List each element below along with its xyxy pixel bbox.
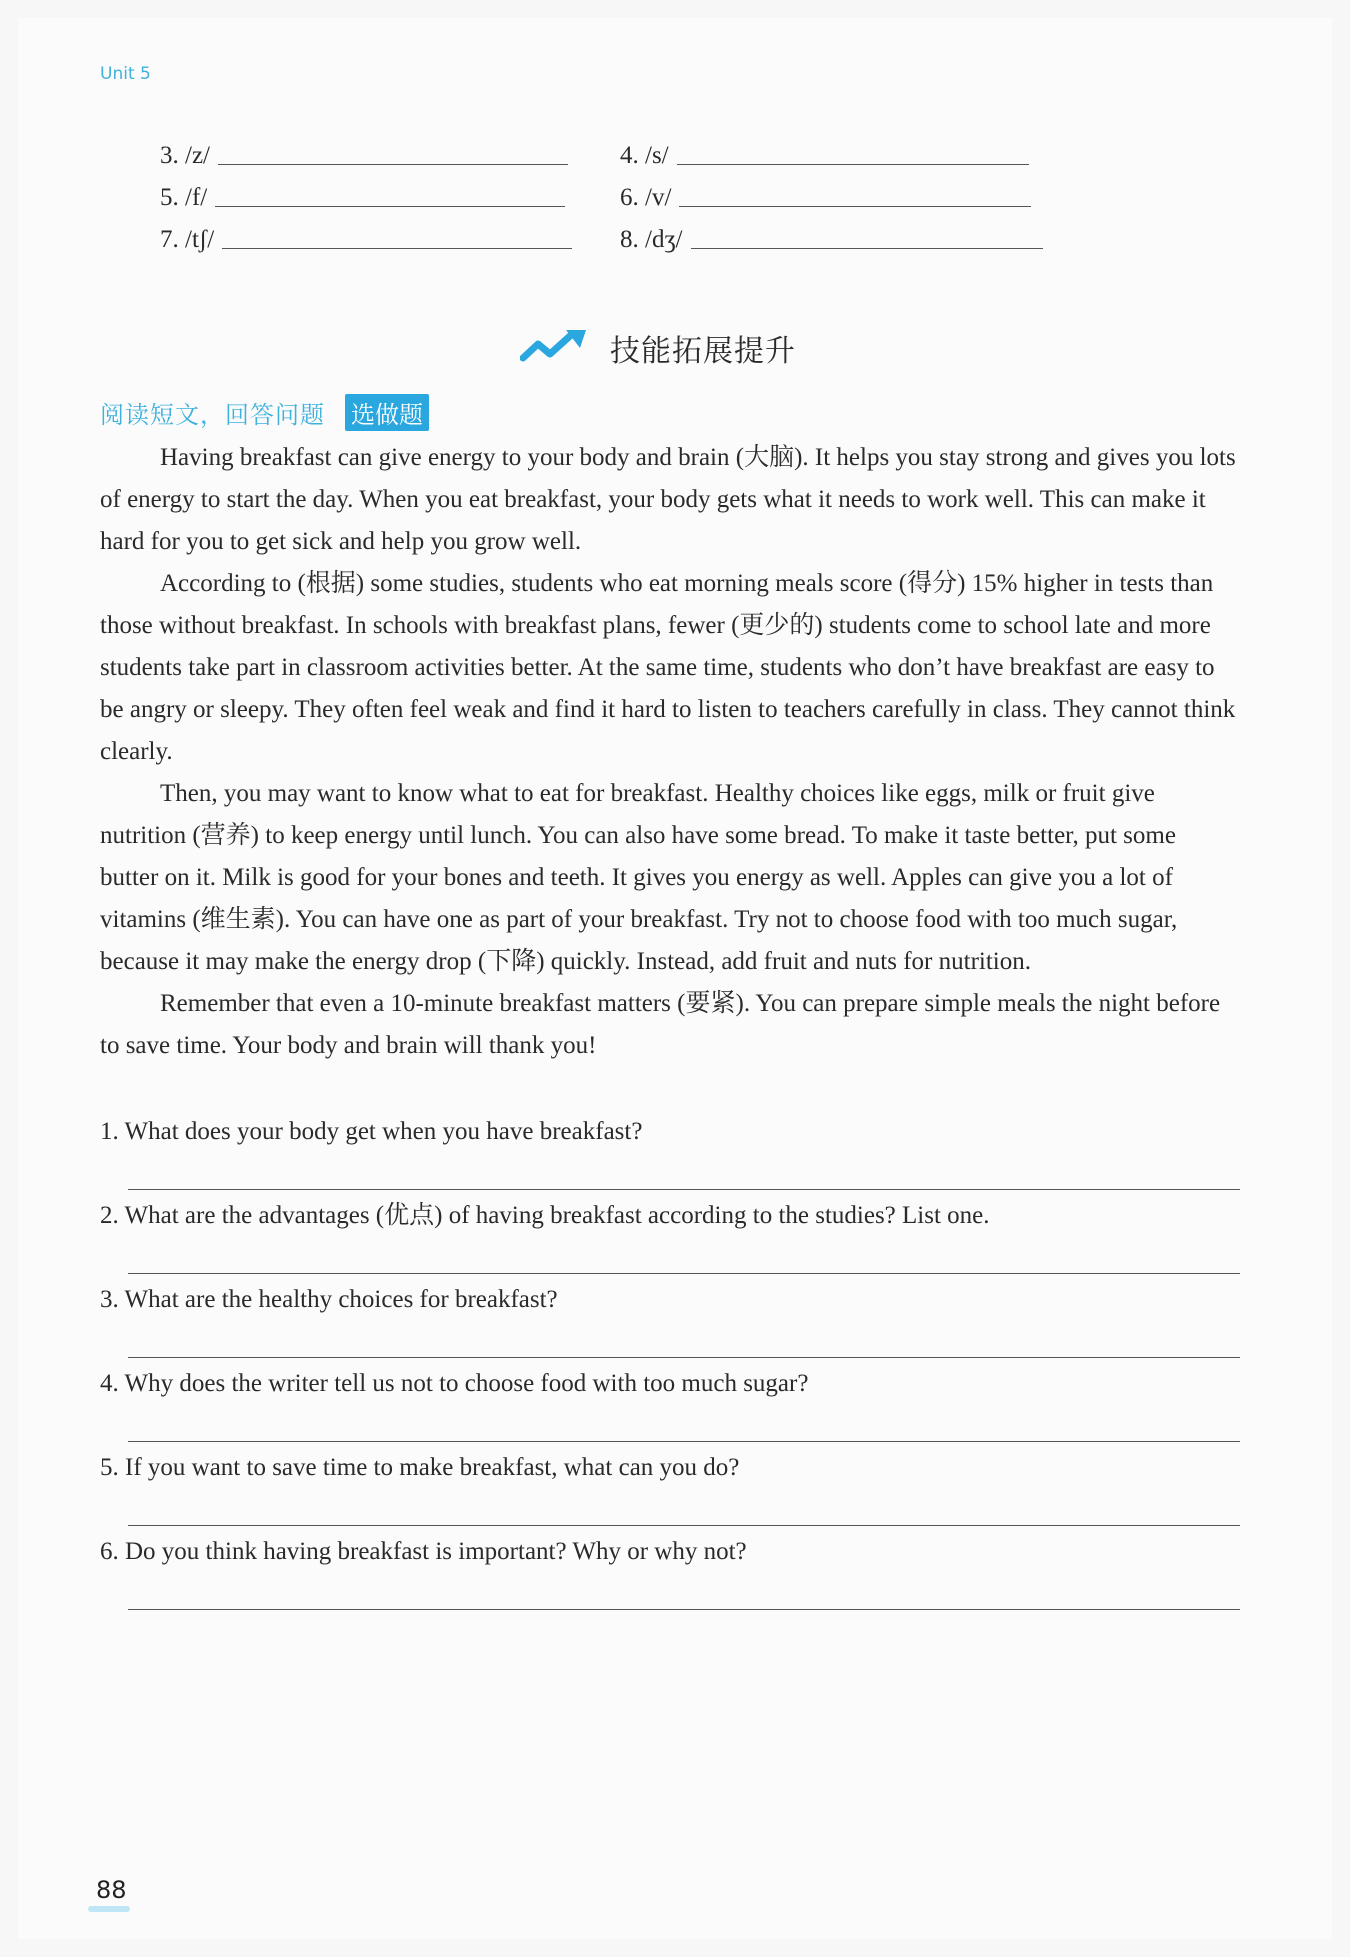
unit-label: Unit 5 xyxy=(100,64,151,84)
phonetic-label: 3. /z/ xyxy=(160,142,210,169)
task-label: 阅读短文，回答问题 xyxy=(100,401,325,429)
question-text: 6. Do you think having breakfast is important? Why or why not? xyxy=(100,1538,747,1565)
section-title: 技能拓展提升 xyxy=(610,334,796,369)
phonetics-row xyxy=(160,128,1080,170)
question-text: 5. If you want to save time to make breakfast, what can you do? xyxy=(100,1454,740,1481)
answer-line[interactable] xyxy=(128,1189,1240,1190)
question-item xyxy=(100,1282,1250,1366)
question-text: 2. What are the advantages (优点) of having breakfast according to the studies? List one. xyxy=(100,1202,990,1229)
phonetic-label: 5. /f/ xyxy=(160,184,208,211)
question-item xyxy=(100,1450,1250,1534)
reading-passage xyxy=(100,437,1240,1067)
question-item xyxy=(100,1366,1250,1450)
answer-line[interactable] xyxy=(691,247,1043,249)
answer-line[interactable] xyxy=(677,163,1029,165)
phonetic-item xyxy=(620,184,1080,212)
answer-line[interactable] xyxy=(222,247,572,249)
phonetic-item xyxy=(620,142,1080,170)
passage-paragraph: Then, you may want to know what to eat for breakfast. Healthy choices like eggs, milk or fruit give nutrition (营养) to keep energy until lunch. You can also have some bread. To make it taste better, put some butter on it. Milk is good for your bones and teeth. It gives you energy as well. Apples can give you a lot of vitamins (维生素). You can have one as part of your breakfast. Try not to choose food with too much sugar, because it may make the energy drop (下降) quickly. Instead, add fruit and nuts for nutrition. xyxy=(100,780,1178,975)
question-list xyxy=(100,1114,1250,1618)
answer-line[interactable] xyxy=(215,205,565,207)
passage-paragraph: Having breakfast can give energy to your body and brain (大脑). It helps you stay strong and gives you lots of energy to start the day. When you eat breakfast, your body gets what it needs to work well. This can make it hard for you to get sick and help you grow well. xyxy=(100,444,1236,555)
question-item xyxy=(100,1534,1250,1618)
question-item xyxy=(100,1114,1250,1198)
answer-line[interactable] xyxy=(128,1357,1240,1358)
task-heading xyxy=(100,394,429,431)
phonetics-row xyxy=(160,212,1080,254)
answer-line[interactable] xyxy=(128,1609,1240,1610)
phonetics-row xyxy=(160,170,1080,212)
phonetics-exercise xyxy=(160,128,1080,254)
passage-paragraph: According to (根据) some studies, students who eat morning meals score (得分) 15% higher in tests than those without breakfast. In schools with breakfast plans, fewer (更少的) students come to school late and more students take part in classroom activities better. At the same time, students who don’t have breakfast are easy to be angry or sleepy. They often feel weak and find it hard to listen to teachers carefully in class. They cannot think clearly. xyxy=(100,570,1236,765)
answer-line[interactable] xyxy=(128,1525,1240,1526)
phonetic-item xyxy=(160,226,620,254)
phonetic-label: 4. /s/ xyxy=(620,142,669,169)
phonetic-item xyxy=(160,142,620,170)
phonetic-item xyxy=(620,226,1080,254)
answer-line[interactable] xyxy=(679,205,1031,207)
question-text: 1. What does your body get when you have breakfast? xyxy=(100,1118,643,1145)
question-text: 4. Why does the writer tell us not to choose food with too much sugar? xyxy=(100,1370,809,1397)
question-item xyxy=(100,1198,1250,1282)
answer-line[interactable] xyxy=(128,1441,1240,1442)
phonetic-label: 8. /dʒ/ xyxy=(620,226,683,253)
answer-line[interactable] xyxy=(218,163,568,165)
phonetic-label: 6. /v/ xyxy=(620,184,672,211)
page-number: 88 xyxy=(96,1876,127,1904)
answer-line[interactable] xyxy=(128,1273,1240,1274)
page-number-underline xyxy=(88,1906,130,1912)
section-heading xyxy=(520,326,796,370)
optional-badge: 选做题 xyxy=(345,394,429,431)
trend-arrow-icon xyxy=(520,328,594,368)
passage-paragraph: Remember that even a 10-minute breakfast matters (要紧). You can prepare simple meals the night before to save time. Your body and brain will thank you! xyxy=(100,990,1221,1059)
phonetic-item xyxy=(160,184,620,212)
phonetic-label: 7. /tʃ/ xyxy=(160,226,215,253)
question-text: 3. What are the healthy choices for breakfast? xyxy=(100,1286,558,1313)
